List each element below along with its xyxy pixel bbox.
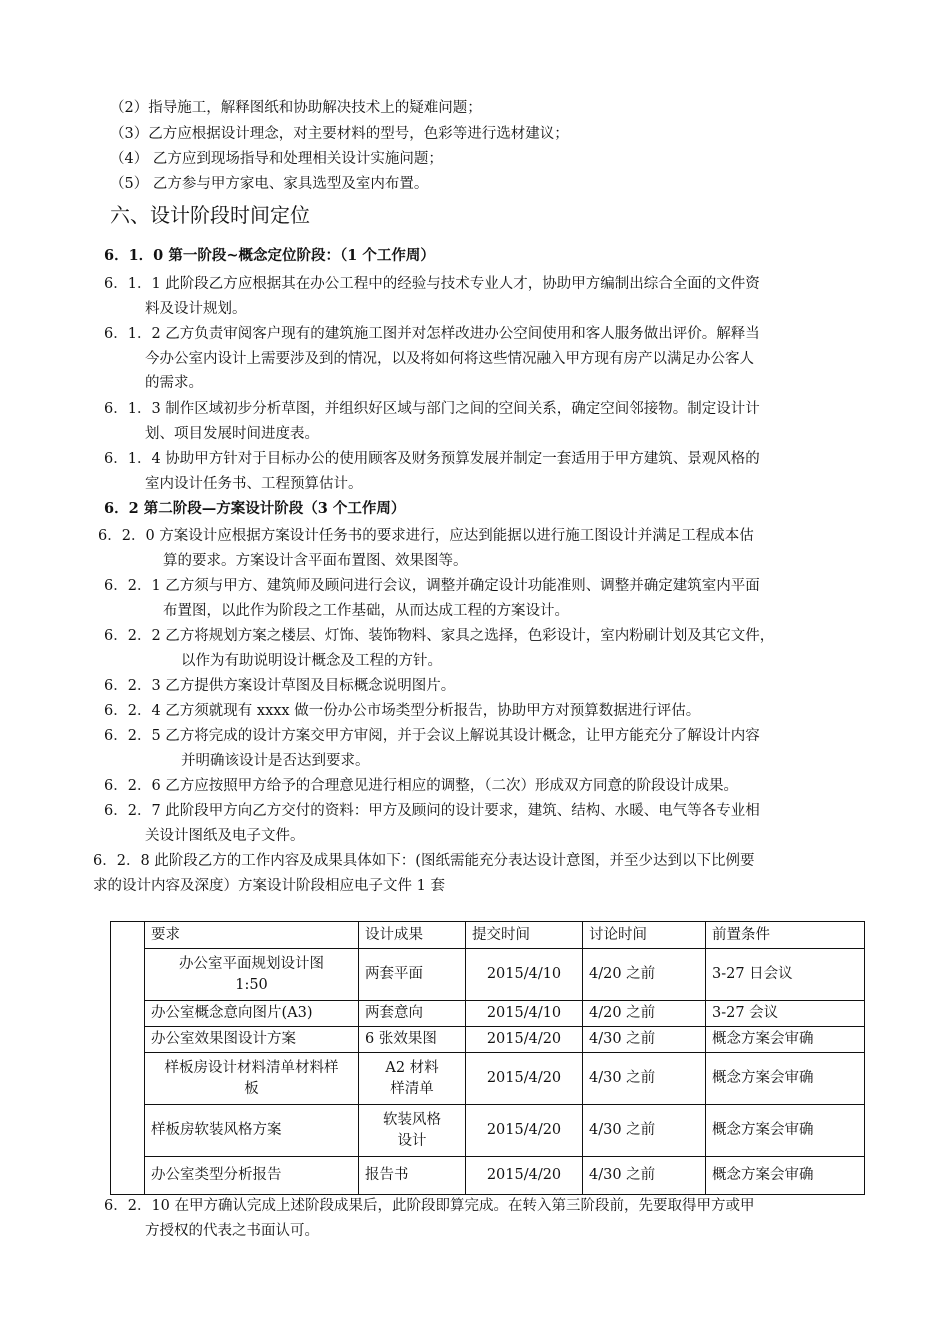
table-cell: 4/30 之前 — [583, 1053, 706, 1105]
paragraph-line: 求的设计内容及深度）方案设计阶段相应电子文件 1 套 — [93, 878, 445, 894]
paragraph-line: 关设计图纸及电子文件。 — [145, 828, 305, 844]
table-cell: 概念方案会审确 — [706, 1027, 865, 1053]
table-cell: 样板房软装风格方案 — [145, 1105, 359, 1157]
table-cell: 4/20 之前 — [583, 949, 706, 1001]
paragraph-line: 6．2．8 此阶段乙方的工作内容及成果具体如下：(图纸需能充分表达设计意图，并至少达到以下比例要 — [93, 853, 755, 869]
table-cell: 4/30 之前 — [583, 1157, 706, 1195]
table-cell: 2015/4/10 — [466, 1001, 583, 1027]
section-heading: 六、设计阶段时间定位 — [110, 203, 310, 227]
table-header-cell: 讨论时间 — [583, 922, 706, 949]
table-cell: A2 材料样清单 — [359, 1053, 466, 1105]
table-row — [111, 1105, 865, 1157]
table-row — [111, 1053, 865, 1105]
paragraph-line: 并明确该设计是否达到要求。 — [181, 753, 370, 769]
table-cell: 2015/4/20 — [466, 1027, 583, 1053]
table-cell: 3-27 会议 — [706, 1001, 865, 1027]
table-cell: 概念方案会审确 — [706, 1105, 865, 1157]
paragraph-line: 6．2．4 乙方须就现有 xxxx 做一份办公市场类型分析报告，协助甲方对预算数据进行评估。 — [104, 703, 701, 719]
paragraph-line: 6．2．3 乙方提供方案设计草图及目标概念说明图片。 — [104, 678, 456, 694]
table-cell: 概念方案会审确 — [706, 1053, 865, 1105]
paragraph-line: 室内设计任务书、工程预算估计。 — [145, 476, 363, 492]
paragraph-line: 6．2．2 乙方将规划方案之楼层、灯饰、装饰物料、家具之选择，色彩设计，室内粉刷计划及其它文件， — [104, 628, 775, 644]
list-item: （2）指导施工，解释图纸和协助解决技术上的疑难问题； — [110, 100, 482, 116]
paragraph-line: 6．2．6 乙方应按照甲方给予的合理意见进行相应的调整，（二次）形成双方同意的阶段设计成果。 — [104, 778, 739, 794]
paragraph-line: 6．1．2 乙方负责审阅客户现有的建筑施工图并对怎样改进办公空间使用和客人服务做出评价。解释当 — [104, 326, 760, 342]
table-row — [111, 1157, 865, 1195]
table-row — [111, 1001, 865, 1027]
paragraph-line: 的需求。 — [145, 375, 203, 391]
table-row — [111, 949, 865, 1001]
paragraph-line: 今办公室内设计上需要涉及到的情况，以及将如何将这些情况融入甲方现有房产以满足办公客人 — [145, 351, 754, 367]
list-item: （5） 乙方参与甲方家电、家具选型及室内布置。 — [110, 176, 429, 192]
table-cell: 2015/4/20 — [466, 1053, 583, 1105]
paragraph-line: 6．2．0 方案设计应根据方案设计任务书的要求进行，应达到能据以进行施工图设计并满足工程成本估 — [98, 528, 754, 544]
table-cell: 报告书 — [359, 1157, 466, 1195]
table-cell: 两套平面 — [359, 949, 466, 1001]
paragraph-line: 以作为有助说明设计概念及工程的方针。 — [181, 653, 442, 669]
paragraph-line: 布置图，以此作为阶段之工作基础，从而达成工程的方案设计。 — [163, 603, 569, 619]
paragraph-line: 料及设计规划。 — [145, 301, 247, 317]
paragraph-line: 6．2．1 乙方须与甲方、建筑师及顾问进行会议，调整并确定设计功能准则、调整并确定建筑室内平面 — [104, 578, 760, 594]
table-cell: 样板房设计材料清单材料样板 — [145, 1053, 359, 1105]
list-item: （3）乙方应根据设计理念，对主要材料的型号，色彩等进行选材建议； — [110, 126, 569, 142]
table-cell: 办公室效果图设计方案 — [145, 1027, 359, 1053]
subsection-heading: 6．1．0 第一阶段~概念定位阶段：（1 个工作周） — [104, 247, 435, 264]
paragraph-line: 6．1．1 此阶段乙方应根据其在办公工程中的经验与技术专业人才，协助甲方编制出综合全面的文件资 — [104, 276, 760, 292]
table-cell: 4/30 之前 — [583, 1105, 706, 1157]
paragraph-line: 6．1．4 协助甲方针对于目标办公的使用顾客及财务预算发展并制定一套适用于甲方建筑、景观风格的 — [104, 451, 760, 467]
table-cell: 办公室平面规划设计图 1:50 — [145, 949, 359, 1001]
paragraph-line: 划、项目发展时间进度表。 — [145, 426, 319, 442]
table-cell: 办公室概念意向图片(A3) — [145, 1001, 359, 1027]
table-cell: 办公室类型分析报告 — [145, 1157, 359, 1195]
table-cell: 概念方案会审确 — [706, 1157, 865, 1195]
table-cell: 2015/4/20 — [466, 1105, 583, 1157]
table-header-cell: 设计成果 — [359, 922, 466, 949]
table-cell: 2015/4/20 — [466, 1157, 583, 1195]
table-header-cell: 提交时间 — [466, 922, 583, 949]
deliverables-table — [110, 921, 865, 1195]
table-row — [111, 1027, 865, 1053]
blank-margin-cell — [111, 922, 145, 1195]
table-cell: 4/20 之前 — [583, 1001, 706, 1027]
table-cell: 软装风格设计 — [359, 1105, 466, 1157]
paragraph-line: 6．1．3 制作区域初步分析草图，并组织好区域与部门之间的空间关系，确定空间邻接物。制定设计计 — [104, 401, 760, 417]
table-cell: 4/30 之前 — [583, 1027, 706, 1053]
subsection-heading: 6．2 第二阶段—方案设计阶段（3 个工作周） — [104, 500, 406, 517]
table-cell: 两套意向 — [359, 1001, 466, 1027]
paragraph-line: 6．2．7 此阶段甲方向乙方交付的资料：甲方及顾问的设计要求，建筑、结构、水暖、电气等各专业相 — [104, 803, 760, 819]
paragraph-line: 6．2．5 乙方将完成的设计方案交甲方审阅，并于会议上解说其设计概念，让甲方能充分了解设计内容 — [104, 728, 760, 744]
table-cell: 3-27 日会议 — [706, 949, 865, 1001]
table-header-cell: 前置条件 — [706, 922, 865, 949]
table-header-cell: 要求 — [145, 922, 359, 949]
paragraph-line: 方授权的代表之书面认可。 — [145, 1223, 319, 1239]
table-cell: 6 张效果图 — [359, 1027, 466, 1053]
table-header-row — [111, 922, 865, 949]
table-cell: 2015/4/10 — [466, 949, 583, 1001]
paragraph-line: 6．2．10 在甲方确认完成上述阶段成果后，此阶段即算完成。在转入第三阶段前，先要取得甲方或甲 — [104, 1198, 755, 1214]
list-item: （4） 乙方应到现场指导和处理相关设计实施问题； — [110, 151, 443, 167]
paragraph-line: 算的要求。方案设计含平面布置图、效果图等。 — [163, 553, 468, 569]
